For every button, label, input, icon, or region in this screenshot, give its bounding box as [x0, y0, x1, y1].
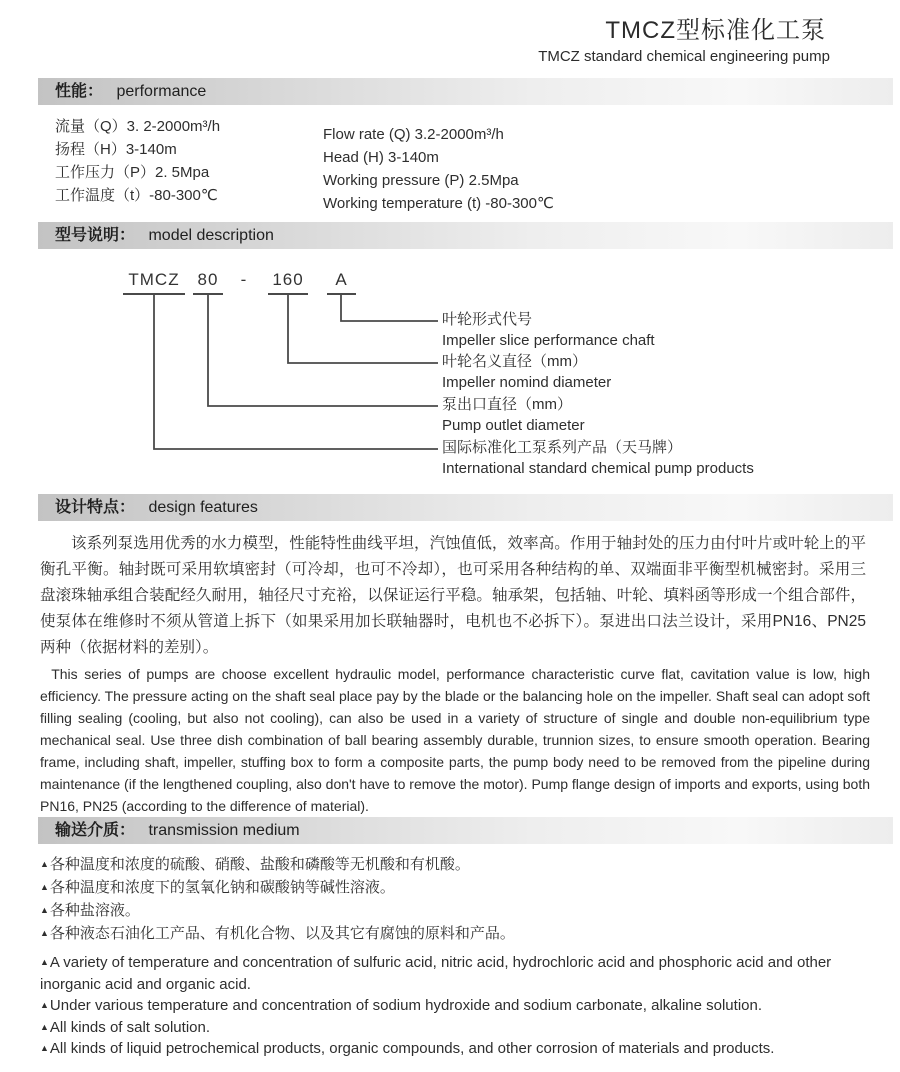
label-zh: 国际标准化工泵系列产品（天马牌）: [442, 439, 683, 456]
triangle-bullet-icon: ▲: [40, 882, 49, 892]
diagram-label-outlet-diameter: [442, 394, 585, 436]
list-item: [40, 853, 862, 876]
section-heading-zh: 设计特点：: [55, 499, 136, 516]
label-zh: 叶轮形式代号: [442, 311, 533, 328]
triangle-bullet-icon: ▲: [40, 957, 49, 967]
section-heading-en: design features: [148, 499, 258, 516]
list-item: [40, 1038, 862, 1060]
performance-specs: [55, 115, 900, 215]
triangle-bullet-icon: ▲: [40, 1021, 49, 1032]
model-code-series: TMCZ: [123, 269, 185, 295]
triangle-bullet-icon: ▲: [40, 859, 49, 869]
triangle-bullet-icon: ▲: [40, 1043, 49, 1053]
label-en: Pump outlet diameter: [442, 417, 585, 434]
label-en: Impeller nomind diameter: [442, 374, 612, 391]
design-paragraph-zh: 该系列泵选用优秀的水力模型，性能特性曲线平坦，汽蚀值低，效率高。作用于轴封处的压力由付叶片或叶轮上的平衡孔平衡。轴封既可采用软填密封（可冷却，也可不冷却），也可采用各种结构的单、双端面非平衡型机械密封。采用三盘滚珠轴承组合装配经久耐用，轴径尺寸充裕，以保证运行平稳。轴承架，包括轴、叶轮、填料函等形成一个组合部件，使泵体在维修时不须从管道上拆下（如果采用加长联轴器时，电机也不必拆下）。泵进出口法兰设计，采用PN16、PN25两种（依据材料的差别）。: [40, 535, 866, 656]
medium-list-en: [40, 952, 862, 1060]
model-code-impeller: 160: [268, 269, 308, 295]
design-paragraph-en: This series of pumps are choose excellent hydraulic model, performance characteristic curve flat, cavitation value is low, high efficiency. The pressure acting on the shaft seal place pay by the blade or the balancing hole on the impeller. Shaft seal can adopt soft filling sealing (cooling, but also not cooling), can also be used in a variety of structure of single and double non-equilibrium type mechanical seal. Use three dish combination of ball bearing assembly durable, trunnion sizes, to ensure smooth operation. Bearing frame, including shaft, impeller, stuffing box to form a composite parts, the pump body need to be removed from the pipeline during maintenance (if the lengthened coupling, also don't have to remove the motor). Pump flange design of imports and exports, using both PN16, PN25 (according to the difference of material).: [40, 666, 870, 814]
section-header-medium: [38, 817, 893, 844]
diagram-label-impeller-code: [442, 309, 655, 351]
spec-pressure-en: Working pressure (P) 2.5Mpa: [323, 172, 519, 189]
label-en: Impeller slice performance chaft: [442, 332, 655, 349]
section-heading-en: transmission medium: [148, 822, 300, 839]
model-code-diagram: [38, 257, 862, 489]
performance-specs-zh: [55, 115, 323, 215]
list-item-text: 各种温度和浓度的硫酸、硝酸、盐酸和磷酸等无机酸和有机酸。: [49, 856, 470, 873]
list-item-text: All kinds of liquid petrochemical products, organic compounds, and other corrosion of materials and products.: [49, 1040, 775, 1057]
list-item-text: 各种温度和浓度下的氢氧化钠和碳酸钠等碱性溶液。: [49, 879, 395, 896]
spec-pressure-zh: 工作压力（P）2. 5Mpa: [55, 164, 210, 181]
page-title-zh: TMCZ型标准化工泵: [605, 17, 826, 44]
list-item: [40, 922, 862, 945]
page-title-en: TMCZ standard chemical engineering pump: [538, 48, 830, 65]
diagram-label-series-products: [442, 437, 754, 479]
triangle-bullet-icon: ▲: [40, 928, 49, 938]
performance-specs-en: [323, 115, 554, 215]
list-item-text: 各种液态石油化工产品、有机化合物、以及其它有腐蚀的原料和产品。: [49, 925, 515, 942]
section-heading-zh: 输送介质：: [55, 822, 136, 839]
triangle-bullet-icon: ▲: [40, 905, 49, 915]
spec-flow-zh: 流量（Q）3. 2-2000m³/h: [55, 118, 221, 135]
spec-temperature-en: Working temperature (t) -80-300℃: [323, 195, 554, 212]
label-zh: 泵出口直径（mm）: [442, 396, 572, 413]
section-header-design: [38, 494, 893, 521]
spec-flow-en: Flow rate (Q) 3.2-2000m³/h: [323, 126, 504, 143]
label-en: International standard chemical pump products: [442, 460, 754, 477]
model-code-outlet: 80: [193, 269, 223, 295]
section-heading-zh: 型号说明：: [55, 227, 136, 244]
section-header-model: [38, 222, 893, 249]
list-item-text: All kinds of salt solution.: [49, 1018, 210, 1036]
list-item: [40, 876, 862, 899]
spec-head-en: Head (H) 3-140m: [323, 149, 439, 166]
list-item: [40, 952, 862, 995]
list-item: [40, 995, 862, 1017]
triangle-bullet-icon: ▲: [40, 1000, 49, 1010]
page-header: [538, 10, 830, 65]
list-item-text: Under various temperature and concentration of sodium hydroxide and sodium carbonate, alkaline solution.: [49, 997, 763, 1014]
label-zh: 叶轮名义直径（mm）: [442, 353, 587, 370]
section-heading-zh: 性能：: [55, 83, 104, 100]
list-item: [40, 1017, 862, 1039]
section-header-performance: [38, 78, 893, 105]
diagram-label-impeller-diameter: [442, 351, 611, 393]
spec-head-zh: 扬程（H）3-140m: [55, 141, 177, 158]
medium-list-zh: [40, 853, 862, 945]
list-item-text: A variety of temperature and concentration of sulfuric acid, nitric acid, hydrochloric acid and phosphoric acid and other inorganic acid and organic acid.: [40, 954, 832, 993]
model-code-variant: A: [327, 269, 356, 295]
list-item-text: 各种盐溶液。: [49, 902, 140, 919]
section-heading-en: model description: [148, 227, 274, 244]
model-code-dash: -: [240, 270, 248, 289]
section-heading-en: performance: [116, 83, 207, 100]
spec-temperature-zh: 工作温度（t）-80-300℃: [55, 187, 218, 204]
list-item: [40, 899, 862, 922]
